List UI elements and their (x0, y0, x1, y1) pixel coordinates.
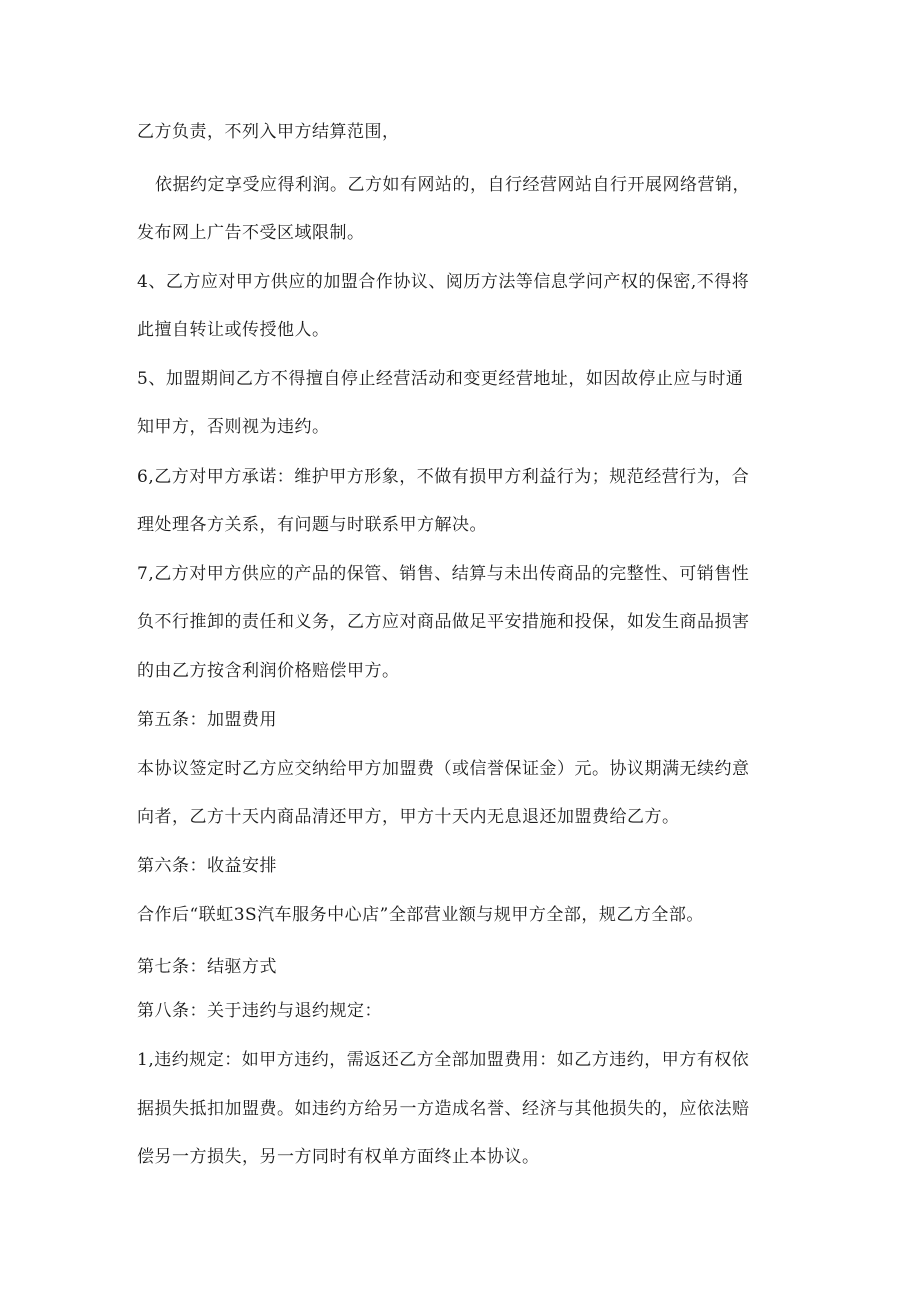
text-line: 乙方负责，不列入甲方结算范围， (137, 122, 400, 142)
text-line: 的由乙方按含利润价格赔偿甲方。 (137, 661, 400, 681)
text-line: 依据约定享受应得利润。乙方如有网站的，自行经营网站自行开展网络营销， (155, 175, 750, 195)
text-line: 知甲方，否则视为违约。 (137, 417, 330, 437)
section-heading: 第八条：关于违约与退约规定： (137, 1001, 382, 1021)
text-line: 1,违约规定：如甲方违约，需返还乙方全部加盟费用：如乙方违约，甲方有权依 (137, 1050, 750, 1070)
text-line: 7,乙方对甲方供应的产品的保管、销售、结算与未出传商品的完整性、可销售性 (137, 564, 750, 584)
text-line: 本协议签定时乙方应交纳给甲方加盟费（或信誉保证金）元。协议期满无续约意 (137, 759, 750, 779)
section-heading: 第五条：加盟费用 (137, 710, 277, 730)
text-line: 合作后“联虹3S汽车服务中心店”全部营业额与规甲方全部，规乙方全部。 (137, 905, 704, 925)
section-heading: 第七条：结驱方式 (137, 957, 277, 977)
text-line: 理处理各方关系，有问题与时联系甲方解决。 (137, 515, 487, 535)
text-line: 发布网上广告不受区域限制。 (137, 223, 365, 243)
text-line: 6,乙方对甲方承诺：维护甲方形象，不做有损甲方利益行为；规范经营行为，合 (137, 467, 750, 487)
text-line: 向者，乙方十天内商品清还甲方，甲方十天内无息退还加盟费给乙方。 (137, 807, 680, 827)
text-line: 偿另一方损失，另一方同时有权单方面终止本协议。 (137, 1147, 540, 1167)
section-heading: 第六条：收益安排 (137, 856, 277, 876)
text-line: 负不行推卸的责任和义务，乙方应对商品做足平安措施和投保，如发生商品损害 (137, 612, 750, 632)
text-line: 据损失抵扣加盟费。如违约方给另一方造成名誉、经济与其他损失的，应依法赔 (137, 1099, 750, 1119)
text-line: 4、乙方应对甲方供应的加盟合作协议、阅历方法等信息学问产权的保密,不得将 (137, 272, 750, 292)
text-line: 此擅自转让或传授他人。 (137, 320, 330, 340)
text-line: 5、加盟期间乙方不得擅自停止经营活动和变更经营地址，如因故停止应与时通 (137, 369, 744, 389)
